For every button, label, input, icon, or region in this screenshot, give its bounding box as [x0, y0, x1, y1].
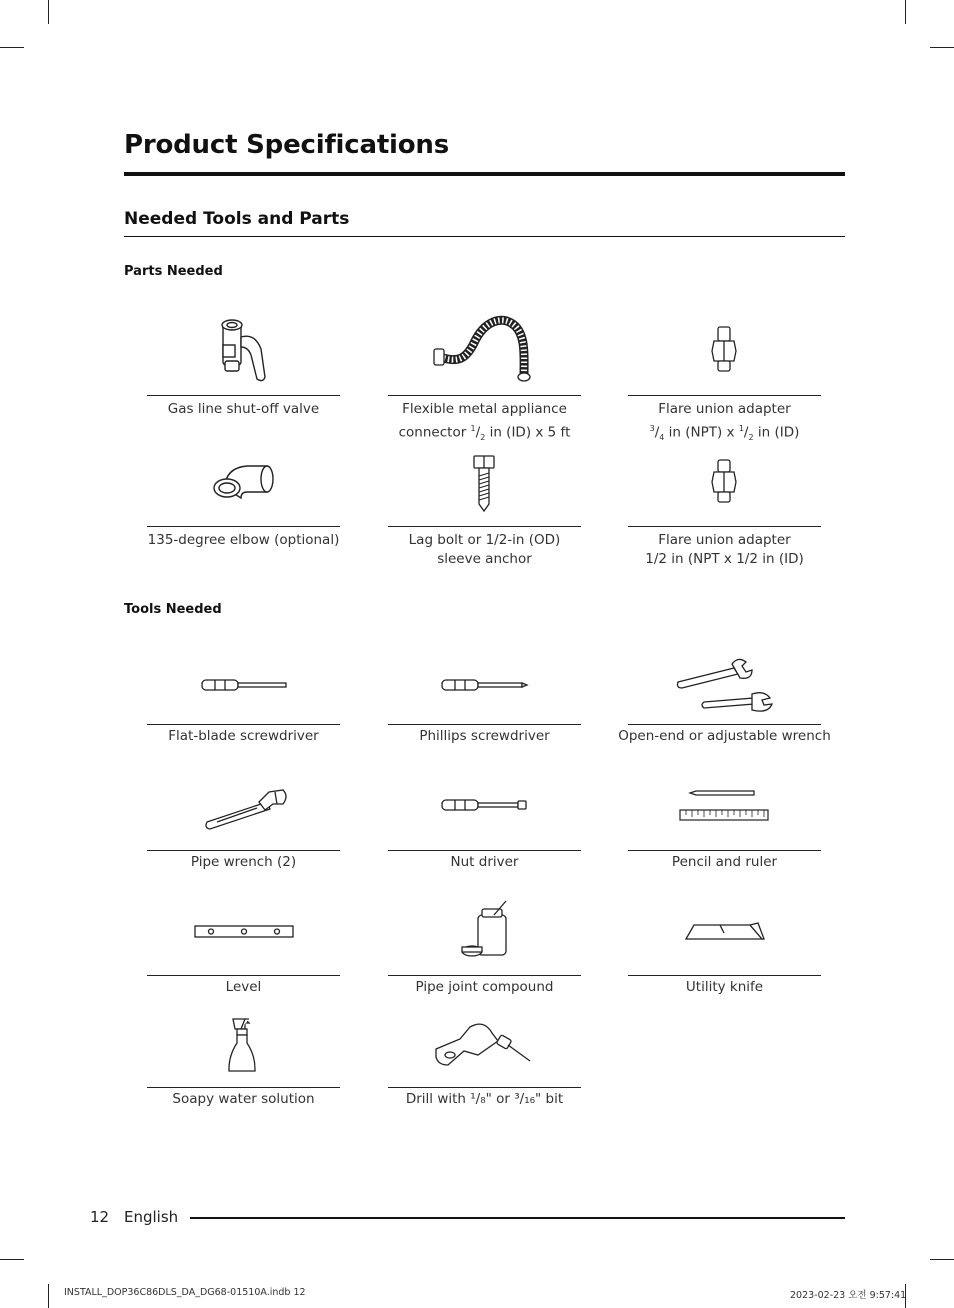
tool-label: Level [225, 979, 262, 995]
pipe-wrench-icon [147, 760, 340, 850]
phillips-screwdriver-icon [388, 634, 581, 724]
spray-bottle-icon [147, 997, 340, 1087]
part-label: Lag bolt or 1/2-in (OD) sleeve anchor [408, 532, 561, 567]
tool-label: Phillips screwdriver [419, 728, 550, 744]
elbow-icon [147, 436, 340, 526]
tool-label: Pipe wrench (2) [190, 854, 297, 870]
tool-label: Open-end or adjustable wrench [618, 728, 831, 744]
flat-screwdriver-icon [147, 634, 340, 724]
flare-adapter-icon [628, 305, 821, 395]
tool-label: Soapy water solution [172, 1091, 315, 1107]
tools-heading: Tools Needed [124, 602, 222, 617]
part-label: Flare union adapter 1/2 in (NPT x 1/2 in (ID) [645, 532, 804, 567]
part-label: Flare union adapter $^3/_4$ in (NPT) x $^1/_2$ in (ID) [649, 401, 800, 443]
footer-language: English [124, 1208, 179, 1226]
flare-adapter-icon [628, 436, 821, 526]
gas-valve-icon [147, 305, 340, 395]
drill-icon [388, 997, 581, 1087]
utility-knife-icon [628, 885, 821, 975]
tool-label: Drill with ¹/₈" or ³/₁₆" bit [405, 1091, 564, 1107]
part-label: Flexible metal appliance connector $^1/_2$ in (ID) x 5 ft [398, 401, 571, 443]
pipe-compound-icon [388, 885, 581, 975]
wrench-icon [628, 634, 821, 724]
level-icon [147, 885, 340, 975]
parts-heading: Parts Needed [124, 264, 223, 279]
section-title: Needed Tools and Parts [124, 209, 350, 229]
tool-label: Pipe joint compound [415, 979, 554, 995]
section-rule [124, 236, 845, 237]
page-number: 12 [90, 1208, 110, 1226]
tool-label: Pencil and ruler [671, 854, 778, 870]
title-rule [124, 172, 845, 176]
tool-label: Flat-blade screwdriver [168, 728, 319, 744]
pencil-ruler-icon [628, 760, 821, 850]
part-label: 135-degree elbow (optional) [147, 532, 340, 548]
page-title: Product Specifications [124, 130, 450, 160]
nut-driver-icon [388, 760, 581, 850]
tool-label: Utility knife [685, 979, 764, 995]
lag-bolt-icon [388, 436, 581, 526]
footer-rule [190, 1217, 845, 1219]
flexible-connector-icon [388, 305, 581, 395]
slug-file: INSTALL_DOP36C86DLS_DA_DG68-01510A.indb 12 [64, 1287, 306, 1298]
tool-label: Nut driver [450, 854, 519, 870]
slug-date: 2023-02-23 오전 9:57:41 [790, 1290, 907, 1301]
part-label: Gas line shut-off valve [167, 401, 320, 417]
